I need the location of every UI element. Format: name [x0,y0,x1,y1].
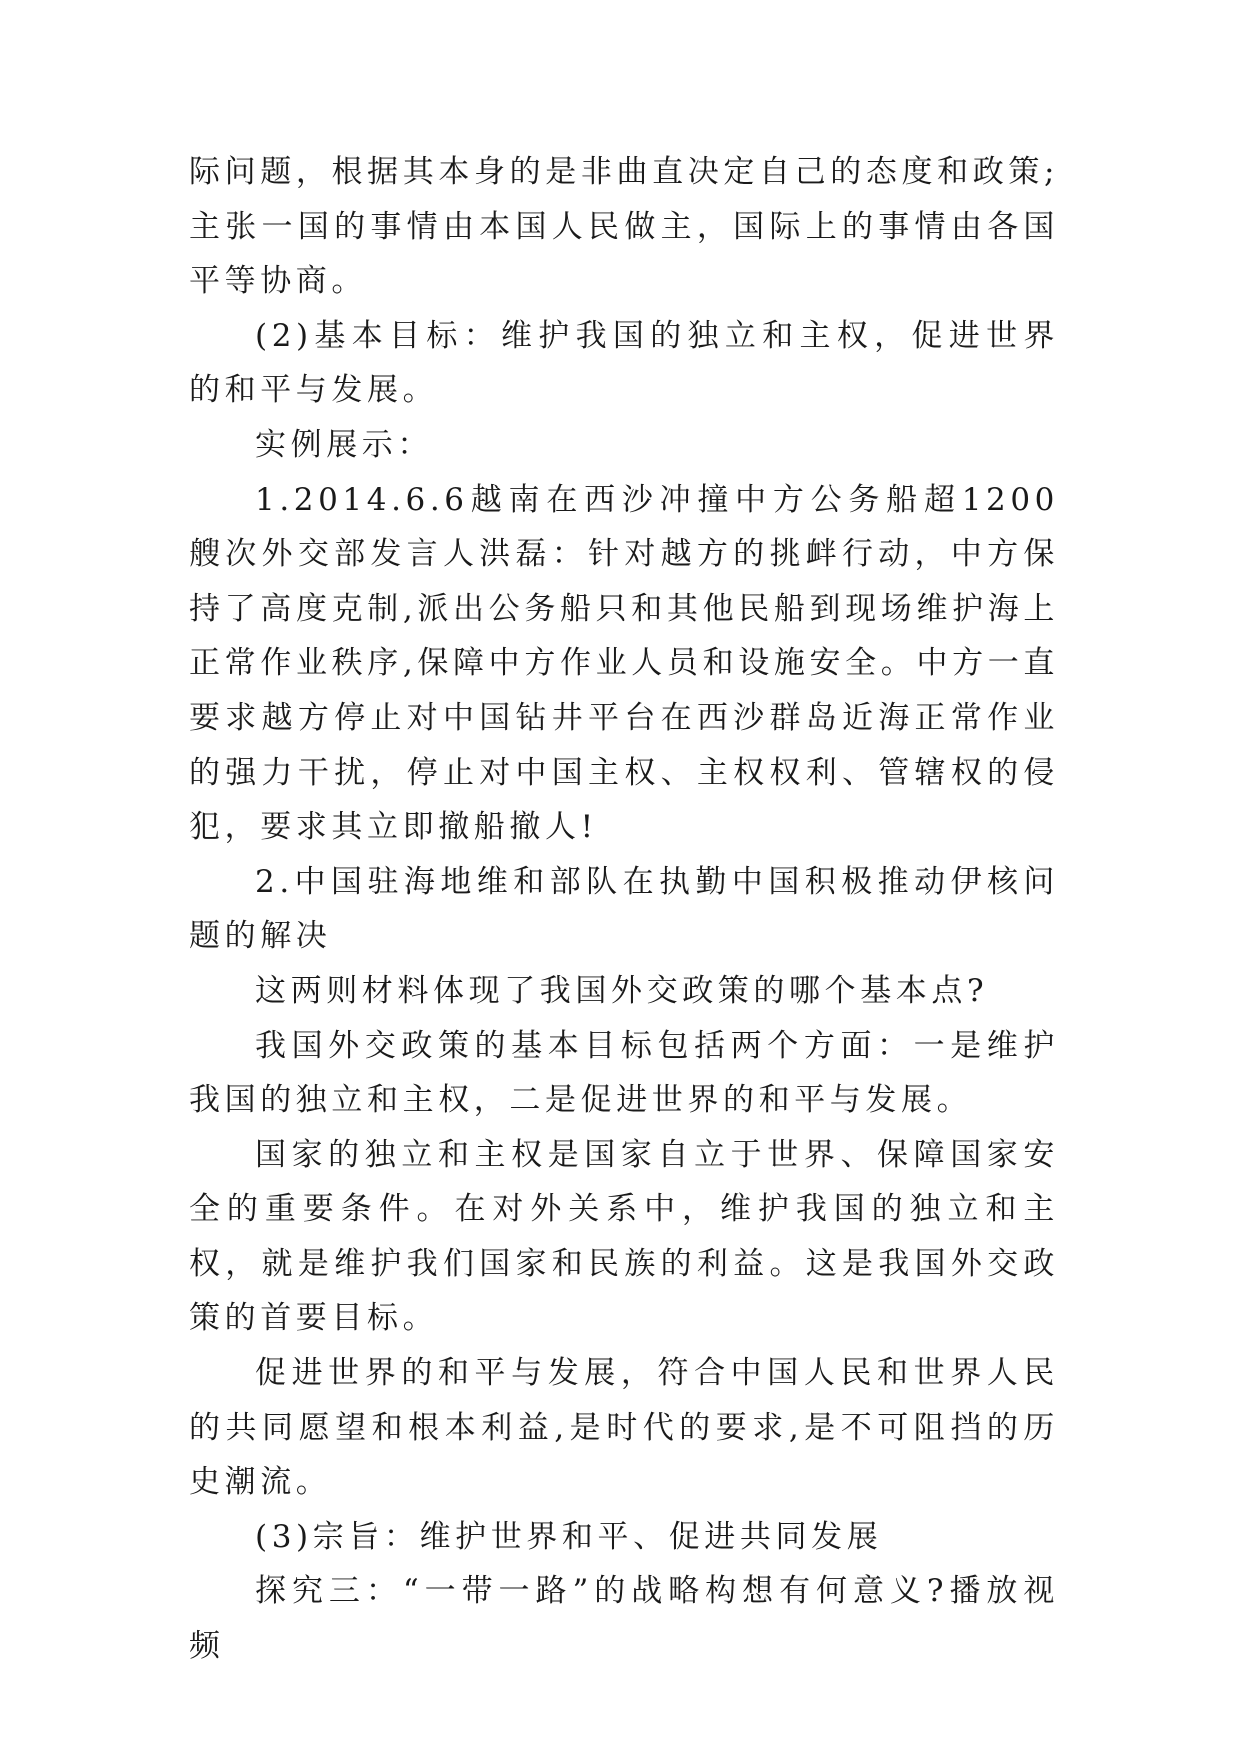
paragraph-example-2: 2.中国驻海地维和部队在执勤中国积极推动伊核问题的解决 [189,863,1059,955]
paragraph-example-heading: 实例展示： [255,426,433,463]
paragraph-example-1: 1.2014.6.6越南在西沙冲撞中方公务船超1200艘次外交部发言人洪磊：针对越方的挑衅行动，中方保持了高度克制,派出公务船只和其他民船到现场维护海上正常作业秩序,保障中方作业人员和设施安全。中方一直要求越方停止对中国钻井平台在西沙群岛近海正常作业的强力干扰，停止对中国主权、主权权利、管辖权的侵犯，要求其立即撤船撤人! [189,481,1059,846]
paragraph-inquiry-three: 探究三：“一带一路”的战略构想有何意义?播放视频 [189,1573,1059,1665]
paragraph-goal-summary: 我国外交政策的基本目标包括两个方面：一是维护我国的独立和主权，二是促进世界的和平与发展。 [189,1027,1059,1119]
paragraph-sovereignty: 国家的独立和主权是国家自立于世界、保障国家安全的重要条件。在对外关系中，维护我国的独立和主权，就是维护我们国家和民族的利益。这是我国外交政策的首要目标。 [189,1136,1059,1337]
paragraph-question: 这两则材料体现了我国外交政策的哪个基本点? [255,972,989,1009]
paragraph-basic-goal: (2)基本目标：维护我国的独立和主权，促进世界的和平与发展。 [189,317,1059,409]
document-body [189,145,1059,1674]
paragraph-purpose: (3)宗旨：维护世界和平、促进共同发展 [255,1518,883,1555]
paragraph-continued: 际问题，根据其本身的是非曲直决定自己的态度和政策;主张一国的事情由本国人民做主，国际上的事情由各国平等协商。 [189,154,1059,300]
paragraph-peace-development: 促进世界的和平与发展，符合中国人民和世界人民的共同愿望和根本利益,是时代的要求,是不可阻挡的历史潮流。 [189,1355,1059,1501]
